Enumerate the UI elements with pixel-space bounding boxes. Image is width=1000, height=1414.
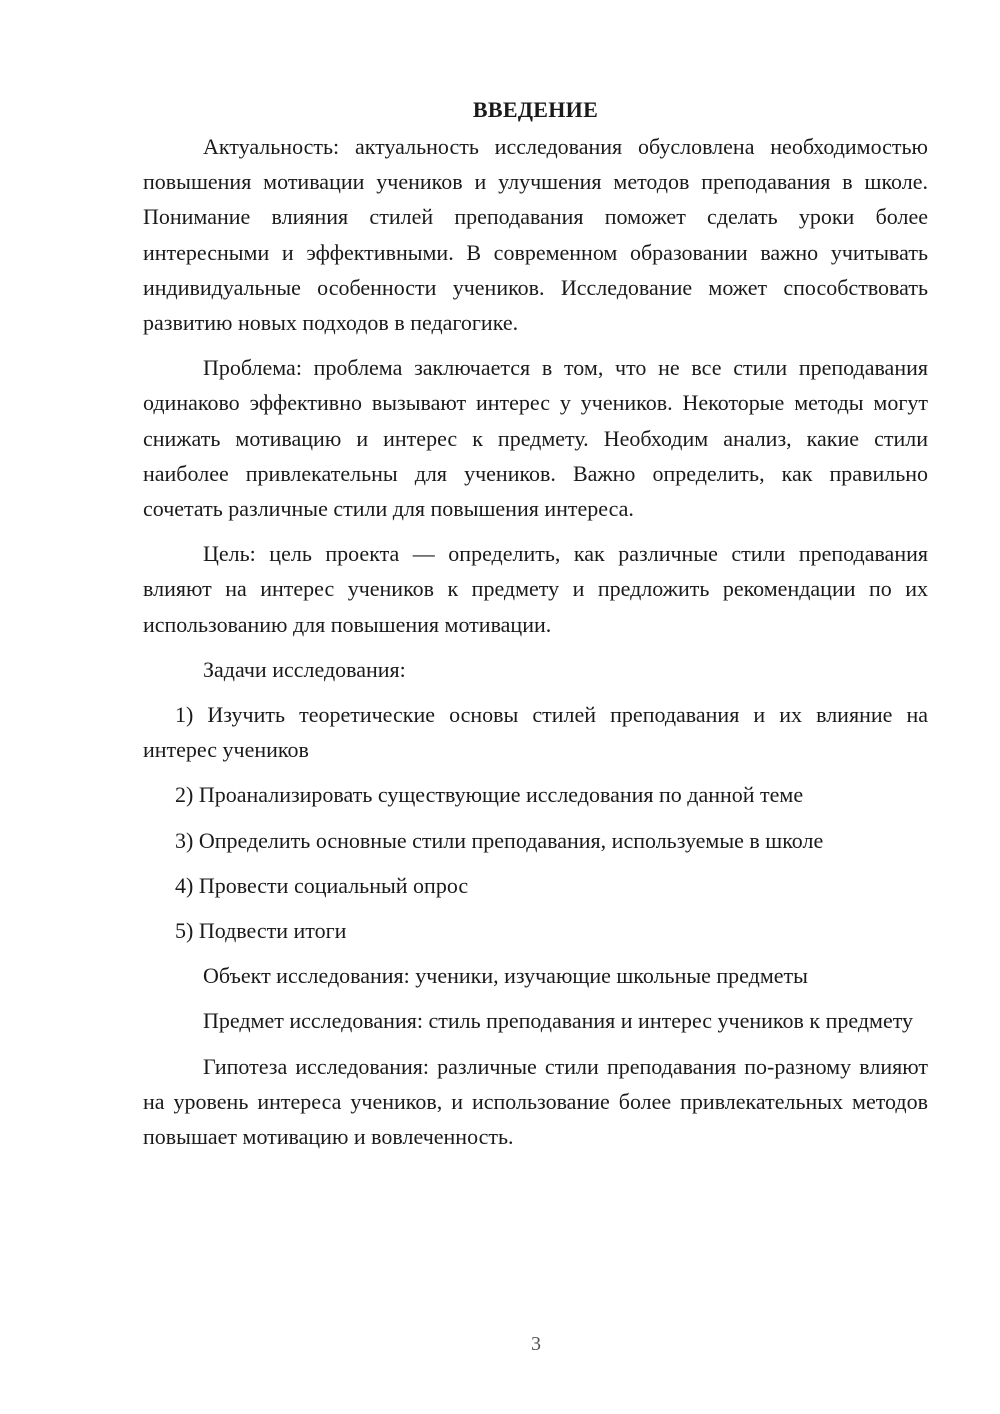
section-heading: ВВЕДЕНИЕ (472, 97, 599, 122)
task-item: 4) Провести социальный опрос (175, 872, 469, 898)
relevance-paragraph: Актуальность: актуальность исследования обусловлена необходимостью повышения мотивации учеников и улучшения методов преподавания в школе. Понимание влияния стилей преподавания поможет сделать уроки более интересными и эффективными. В современном образовании важно учитывать индивидуальные особенности учеников. Исследование может способствовать развитию новых подходов в педагогике. (143, 134, 928, 336)
hypothesis-paragraph: Гипотеза исследования: различные стили преподавания по-разному влияют на уровень интереса учеников, и использование более привлекательных методов повышает мотивацию и вовлеченность. (143, 1053, 928, 1150)
page-number: 3 (531, 1333, 541, 1355)
goal-paragraph: Цель: цель проекта — определить, как различные стили преподавания влияют на интерес учеников к предмету и предложить рекомендации по их использованию для повышения мотивации. (143, 541, 928, 637)
document-page (143, 92, 928, 1164)
subject-paragraph: Предмет исследования: стиль преподавания и интерес учеников к предмету (203, 1008, 914, 1034)
problem-paragraph: Проблема: проблема заключается в том, что не все стили преподавания одинаково эффективно вызывают интерес у учеников. Некоторые методы могут снижать мотивацию и интерес к предмету. Необходим анализ, какие стили наиболее привлекательны для учеников. Важно определить, как правильно сочетать различные стили для повышения интереса. (143, 355, 928, 522)
task-item: 1) Изучить теоретические основы стилей преподавания и их влияние на интерес учеников (143, 702, 928, 763)
task-item: 3) Определить основные стили преподавания, используемые в школе (175, 827, 824, 853)
task-item: 5) Подвести итоги (175, 918, 347, 944)
task-item: 2) Проанализировать существующие исследования по данной теме (175, 782, 804, 808)
tasks-heading: Задачи исследования: (203, 656, 406, 682)
object-paragraph: Объект исследования: ученики, изучающие школьные предметы (203, 963, 808, 989)
